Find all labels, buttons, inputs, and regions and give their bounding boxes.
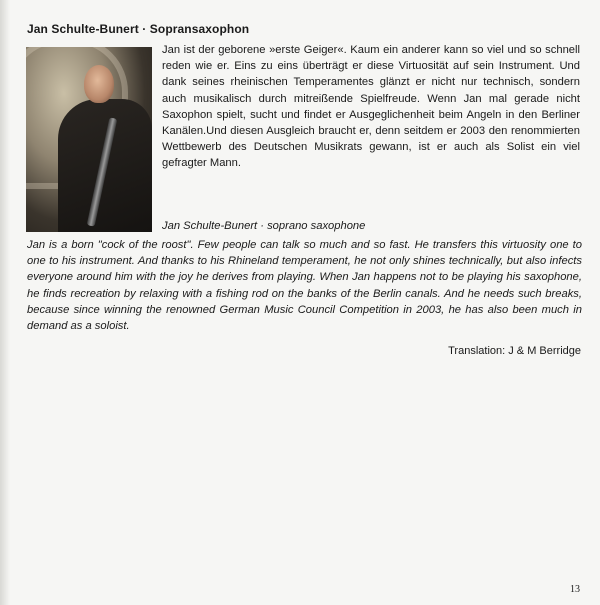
english-subheading: Jan Schulte-Bunert · soprano saxophone <box>162 220 366 232</box>
page-edge-shadow <box>0 0 10 605</box>
german-biography: Jan ist der geborene »erste Geiger«. Kaum ein anderer kann so viel und so schnell reden wie er. Eins zu eins überträgt er diese Virtuosität auf sein Instrument. Und dank seines rheinischen Temperamentes glänzt er nicht nur technisch, sondern auch musikalisch durch mitreißende Spielfreude. Wenn Jan mal gerade nicht Saxophon spielt, sucht und findet er Ausgeglichenheit beim Angeln in den Berliner Kanälen.Und diesen Ausgleich braucht er, denn seitdem er 2003 den renommierten Wettbewerb des Deutschen Musikrats gewann, ist er auch als Solist ein viel gefragter Mann. <box>162 44 580 170</box>
translation-credit: Translation: J & M Berridge <box>448 345 581 357</box>
page-title: Jan Schulte-Bunert · Sopransaxophon <box>27 22 250 36</box>
english-biography: Jan is a born "cock of the roost". Few people can talk so much and so fast. He transfers this virtuosity one to one to his instrument. And thanks to his Rhineland temperament, he not only shines technically, but also infects everyone around him with the joy he derives from playing. When Jan happens not to be playing his saxophone, he finds recreation by relaxing with a fishing rod on the banks of the Berlin canals. And he needs such breaks, because since winning the renowned German Music Council Competition in 2003, he has also been much in demand as a soloist. <box>27 239 582 333</box>
page-number: 13 <box>570 584 580 595</box>
photo-figure-head <box>84 65 114 103</box>
portrait-photo <box>26 47 152 232</box>
